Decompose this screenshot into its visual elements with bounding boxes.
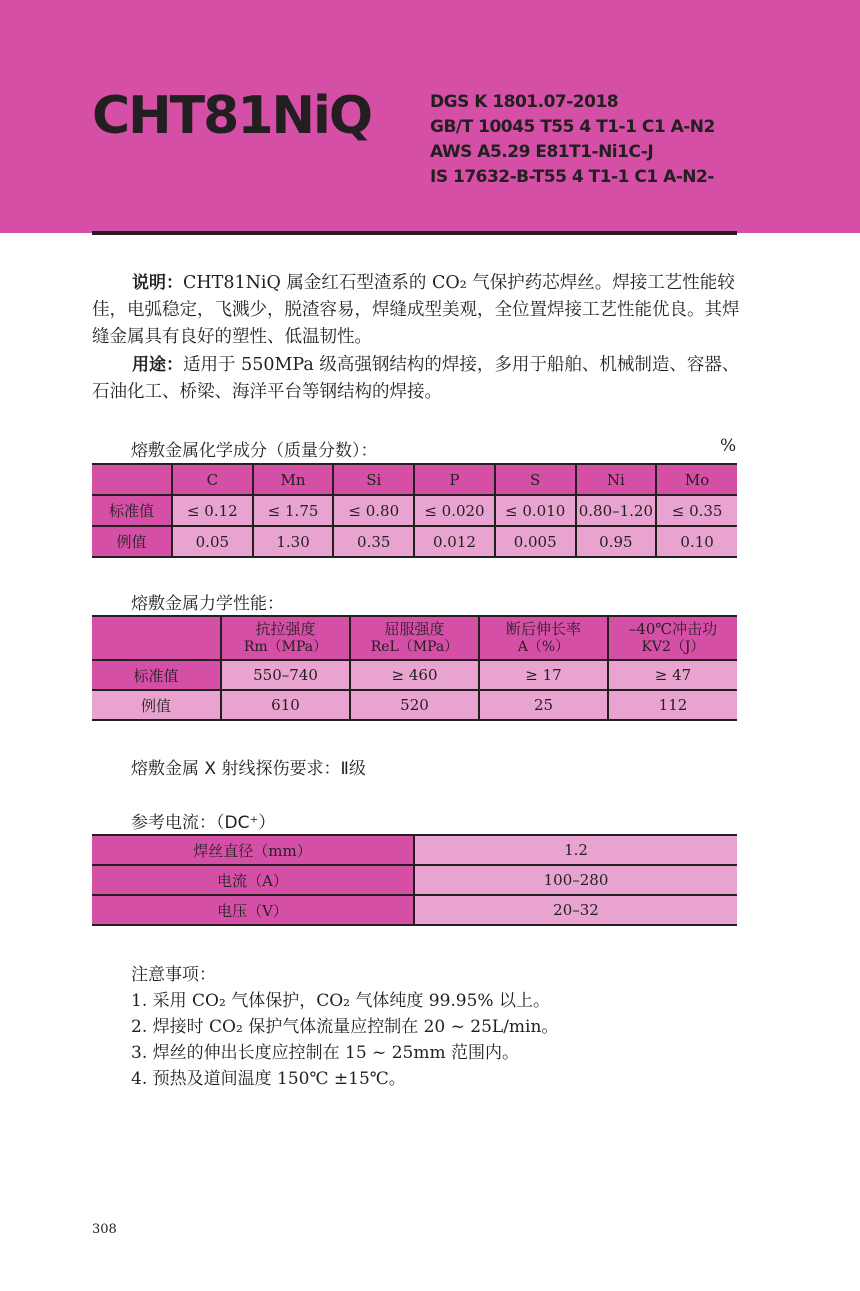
list-item: 2. 焊接时 CO₂ 保护气体流量应控制在 20 ~ 25L/min。 [131, 1017, 559, 1037]
table-cell: 1.2 [414, 835, 737, 865]
header-line: 抗拉强度 [255, 620, 316, 638]
usage-paragraph [92, 352, 742, 406]
table-row [92, 660, 737, 690]
table-cell: 550–740 [221, 660, 350, 690]
table-cell [92, 616, 221, 660]
table-cell: ≥ 47 [608, 660, 737, 690]
standard-dgs: DGS K 1801.07-2018 [430, 92, 619, 112]
table-cell: C [172, 464, 253, 495]
list-item: 1. 采用 CO₂ 气体保护，CO₂ 气体纯度 99.95% 以上。 [131, 991, 550, 1011]
table-cell: Si [333, 464, 414, 495]
header-line: 断后伸长率 [505, 620, 581, 638]
table-cell: ≤ 1.75 [253, 495, 334, 526]
table-cell: 610 [221, 690, 350, 720]
table-cell: 0.012 [414, 526, 495, 557]
table-cell: 0.95 [576, 526, 657, 557]
mechanical-title: 熔敷金属力学性能： [131, 594, 284, 614]
page-number: 308 [92, 1222, 117, 1237]
standard-aws: AWS A5.29 E81T1-Ni1C-J [430, 142, 654, 162]
table-row-label: 电流（A） [92, 865, 414, 895]
standards-list [430, 90, 715, 190]
chemical-unit: % [720, 436, 737, 456]
table-header-row [92, 616, 737, 660]
table-cell: ≥ 460 [350, 660, 479, 690]
standard-gbt: GB/T 10045 T55 4 T1-1 C1 A-N2 [430, 117, 715, 137]
table-cell [92, 464, 172, 495]
table-cell: 1.30 [253, 526, 334, 557]
table-cell: 100–280 [414, 865, 737, 895]
table-cell: 0.80–1.20 [576, 495, 657, 526]
header-line: Rm（MPa） [243, 639, 328, 655]
table-cell: Mn [253, 464, 334, 495]
table-cell: ≤ 0.12 [172, 495, 253, 526]
current-title: 参考电流：（DC⁺） [131, 813, 276, 833]
table-row [92, 690, 737, 720]
table-row-label: 例值 [92, 526, 172, 557]
header-line: 屈服强度 [384, 620, 445, 638]
table-cell: Ni [576, 464, 657, 495]
header-line: ReL（MPa） [370, 639, 459, 655]
mechanical-table [92, 615, 737, 721]
table-cell: ≤ 0.35 [656, 495, 737, 526]
table-header-row [92, 464, 737, 495]
table-row-label: 标准值 [92, 495, 172, 526]
table-row [92, 895, 737, 925]
table-header-cell [479, 616, 608, 660]
chemical-table [92, 463, 737, 558]
table-row-label: 例值 [92, 690, 221, 720]
description-label: 说明： [132, 273, 183, 293]
table-row [92, 835, 737, 865]
list-item: 3. 焊丝的伸出长度应控制在 15 ~ 25mm 范围内。 [131, 1043, 519, 1063]
table-row-label: 电压（V） [92, 895, 414, 925]
table-cell: 0.05 [172, 526, 253, 557]
table-row-label: 标准值 [92, 660, 221, 690]
notes-section [131, 962, 558, 1092]
header-line: A（%） [517, 639, 570, 655]
table-row [92, 865, 737, 895]
table-header-cell [221, 616, 350, 660]
xray-requirement: 熔敷金属 X 射线探伤要求：Ⅱ级 [131, 759, 366, 779]
table-cell: 112 [608, 690, 737, 720]
description-text: CHT81NiQ 属金红石型渣系的 CO₂ 气保护药芯焊丝。焊接工艺性能较佳，电弧稳定，飞溅少，脱渣容易，焊缝成型美观，全位置焊接工艺性能优良。其焊缝金属具有良好的塑性、低温韧性。 [92, 273, 740, 347]
table-cell: ≥ 17 [479, 660, 608, 690]
notes-title: 注意事项： [131, 965, 216, 985]
table-cell: 0.005 [495, 526, 576, 557]
header-line: –40℃冲击功 [628, 620, 718, 638]
header-divider [92, 231, 737, 235]
table-cell: ≤ 0.80 [333, 495, 414, 526]
header-line: KV2（J） [641, 639, 705, 655]
standard-is: IS 17632-B-T55 4 T1-1 C1 A-N2- [430, 167, 714, 187]
table-cell: ≤ 0.010 [495, 495, 576, 526]
chemical-title: 熔敷金属化学成分（质量分数）： [131, 441, 378, 461]
table-cell: 20–32 [414, 895, 737, 925]
description-paragraph [92, 270, 742, 351]
table-row [92, 526, 737, 557]
table-header-cell [350, 616, 479, 660]
table-row [92, 495, 737, 526]
table-cell: S [495, 464, 576, 495]
product-title: CHT81NiQ [92, 86, 372, 146]
list-item: 4. 预热及道间温度 150℃ ±15℃。 [131, 1069, 406, 1089]
usage-label: 用途： [132, 355, 183, 375]
table-row-label: 焊丝直径（mm） [92, 835, 414, 865]
table-cell: 520 [350, 690, 479, 720]
table-cell: ≤ 0.020 [414, 495, 495, 526]
table-header-cell [608, 616, 737, 660]
usage-text: 适用于 550MPa 级高强钢结构的焊接，多用于船舶、机械制造、容器、石油化工、桥梁、海洋平台等钢结构的焊接。 [92, 355, 740, 402]
current-table [92, 834, 737, 926]
table-cell: P [414, 464, 495, 495]
table-cell: Mo [684, 470, 710, 489]
table-cell: 0.35 [333, 526, 414, 557]
table-cell: 0.10 [656, 526, 737, 557]
table-cell: 25 [479, 690, 608, 720]
header-banner [0, 0, 860, 233]
